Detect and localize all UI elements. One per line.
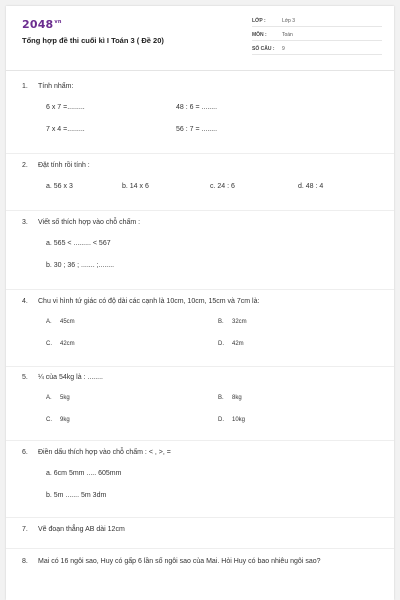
question-2: 2. Đặt tính rồi tính : a. 56 x 3 b. 14 x 6 c. 24 : 6 d. 48 : 4 (22, 162, 324, 190)
site-logo[interactable]: $2048^{vn}$ (22, 18, 62, 31)
option-a: A. 45cm (46, 319, 75, 325)
exam-title: Tổng hợp đề thi cuối kì I Toán 3 ( Đề 20) (22, 36, 164, 45)
divider (6, 548, 394, 549)
option-b: B. 8kg (218, 395, 242, 401)
question-3: 3. Viết số thích hợp vào chỗ chấm : a. 565 < ......... < 567 b. 30 ; 36 ; ....... ;........ (22, 219, 141, 269)
divider (6, 289, 394, 290)
option-d: D. 42m (218, 341, 244, 347)
option-a: A. 5kg (46, 395, 70, 401)
question-8: 8. Mai có 16 ngôi sao, Huy có gấp 6 lần số ngôi sao của Mai. Hỏi Huy có bao nhiêu ngôi sao? (22, 558, 321, 565)
option-c: C. 42cm (46, 341, 75, 347)
exam-header (6, 6, 394, 71)
exam-sheet (6, 6, 394, 600)
question-7: 7. Vẽ đoạn thẳng AB dài 12cm (22, 526, 125, 533)
option-b: B. 32cm (218, 319, 247, 325)
question-1: 1. Tính nhẩm: 6 x 7 =......... 48 : 6 = ........ 7 x 4 =......... 56 : 7 = ........ (22, 83, 218, 133)
meta-class: LỚP : Lớp 3 (252, 18, 382, 27)
divider (6, 153, 394, 154)
divider (6, 210, 394, 211)
question-4: 4. Chu vi hình tứ giác có độ dài các cạnh là 10cm, 10cm, 15cm và 7cm là: A. 45cm B. 32cm C. 42cm D. 42m (22, 298, 260, 347)
question-6: 6. Điền dấu thích hợp vào chỗ chấm : < , >, = a. 6cm 5mm ..... 605mm b. 5m ....... 5m 3dm (22, 449, 171, 499)
divider (6, 366, 394, 367)
option-c: C. 9kg (46, 417, 70, 423)
fraction-one-quarter: ¼ (38, 374, 44, 381)
question-5: 5. ¼ của 54kg là : ........ A. 5kg B. 8kg C. 9kg D. 10kg (22, 374, 246, 423)
option-d: D. 10kg (218, 417, 246, 423)
divider (6, 440, 394, 441)
divider (6, 517, 394, 518)
meta-question-count: SỐ CÂU : 9 (252, 46, 382, 55)
meta-subject: MÔN : Toán (252, 32, 382, 41)
